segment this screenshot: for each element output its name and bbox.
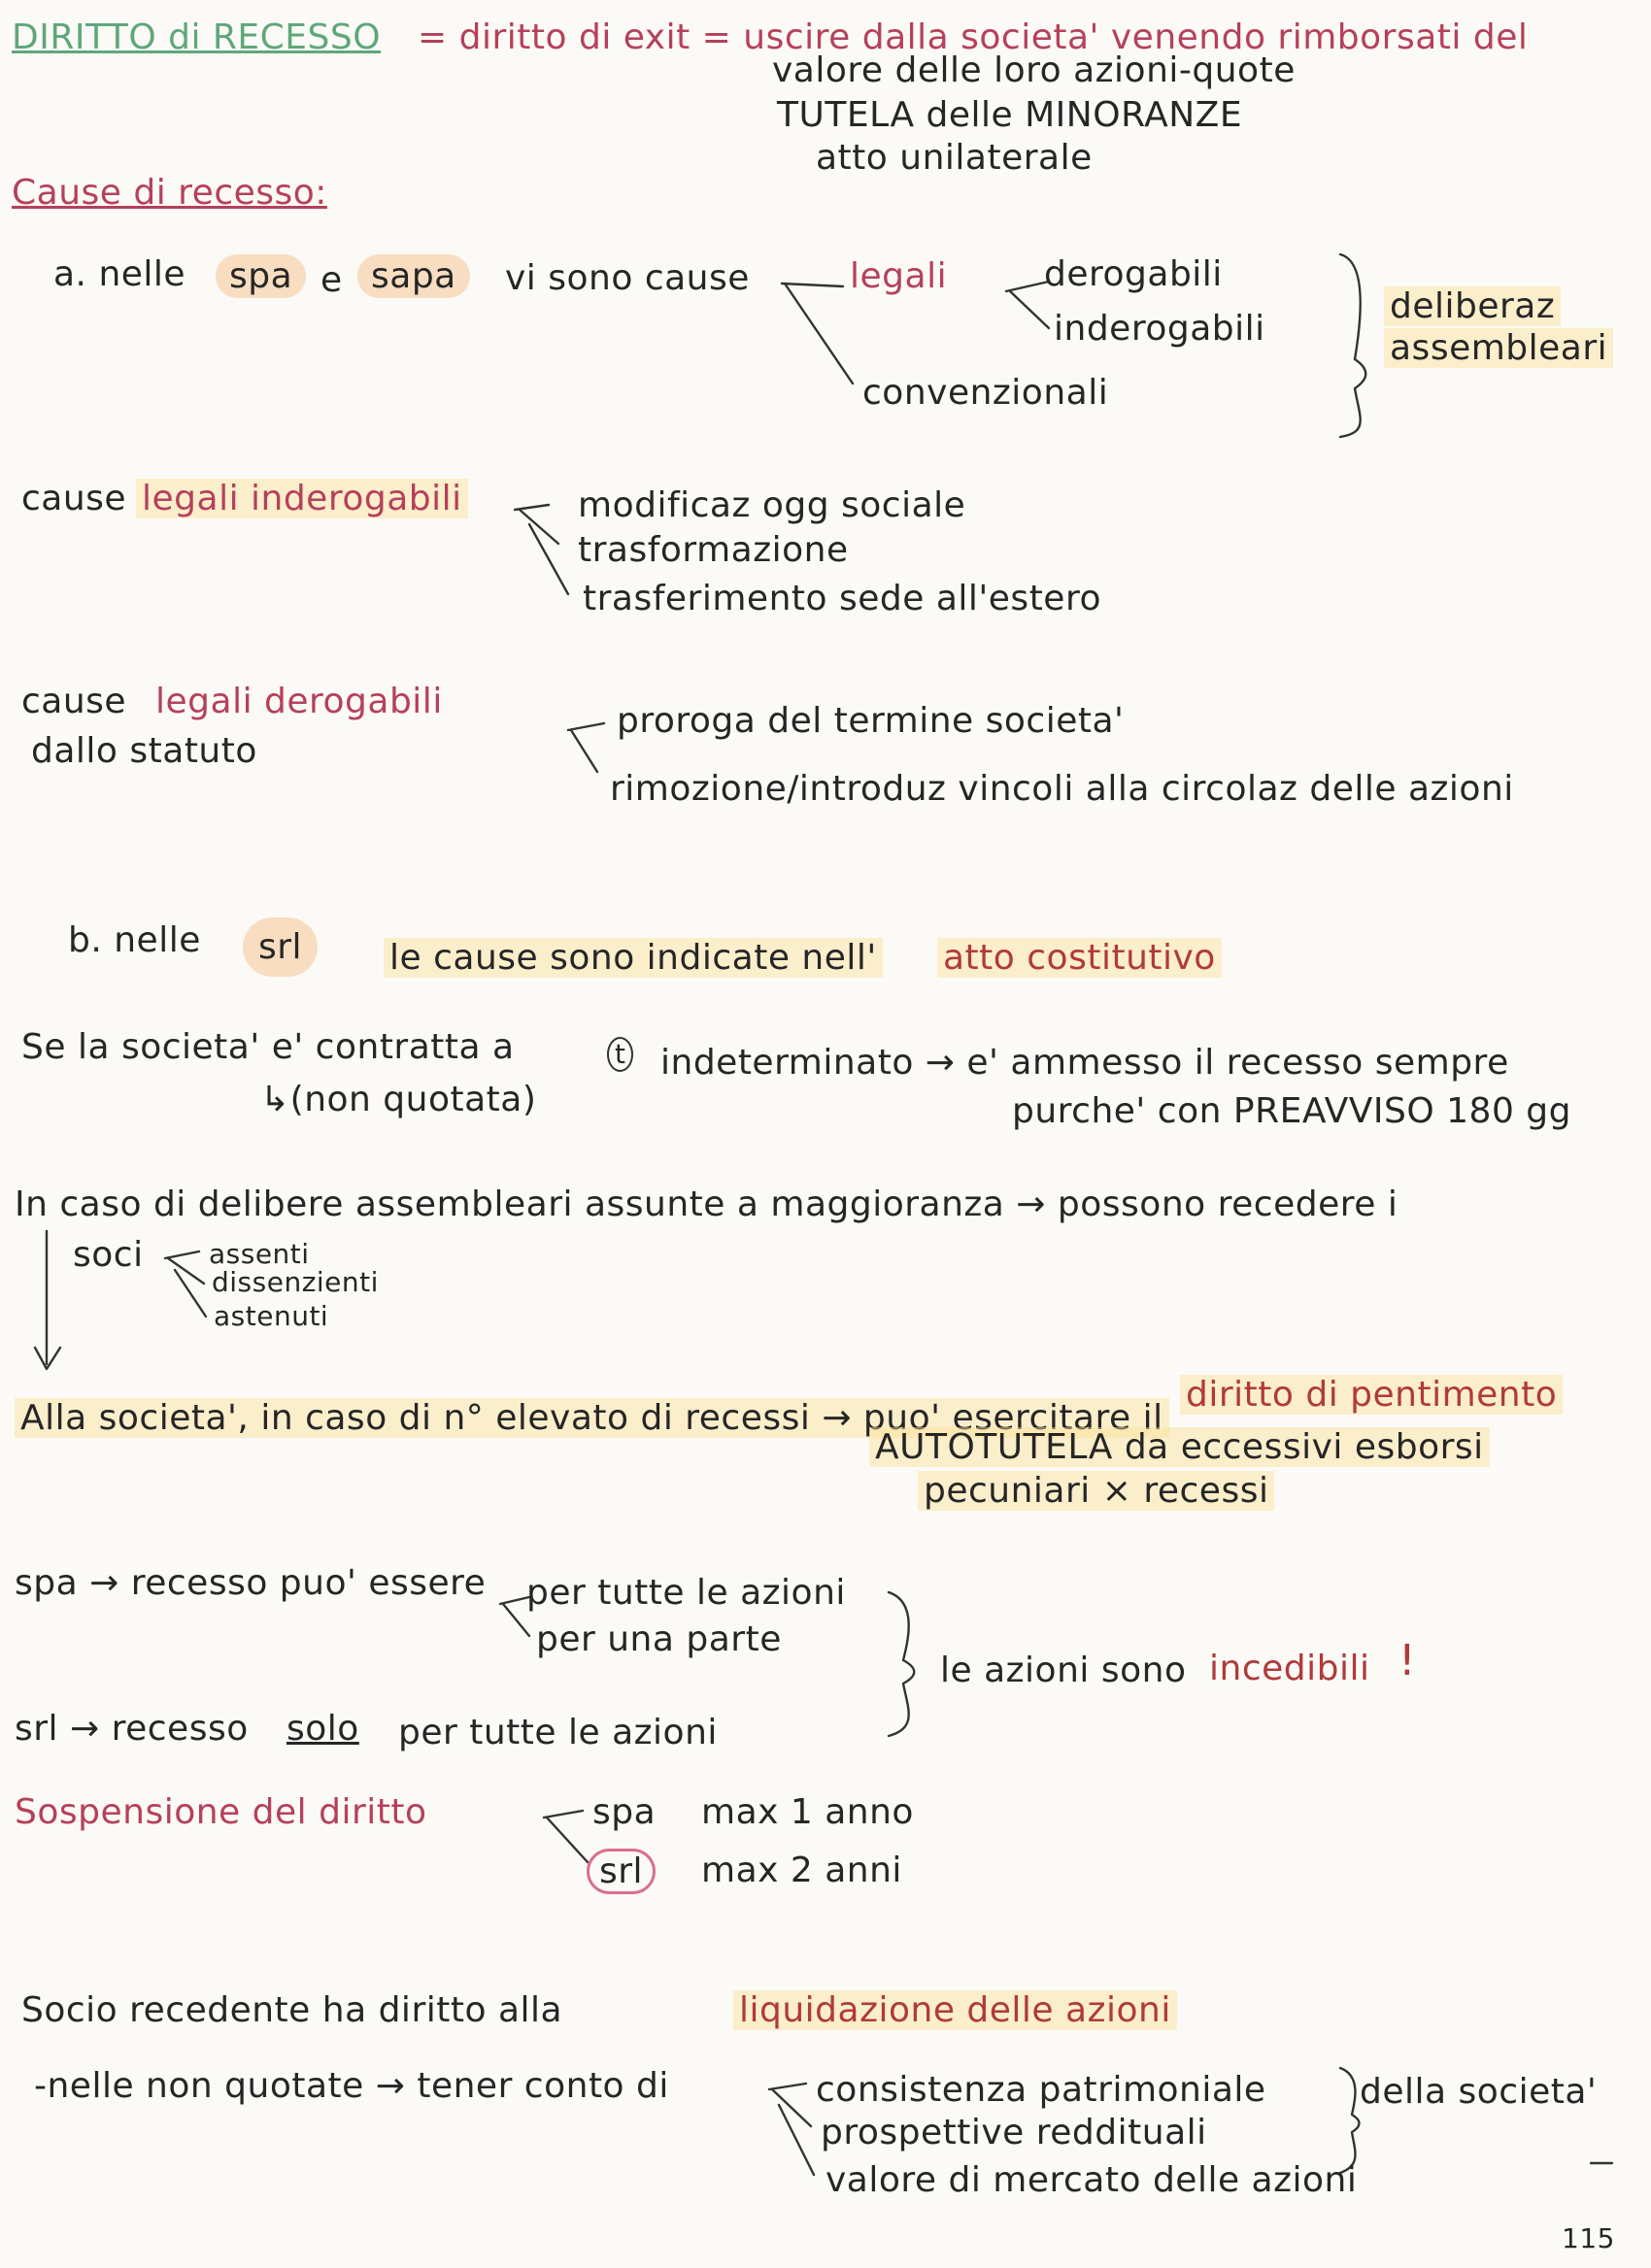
derogabili-sub: dallo statuto (31, 731, 257, 771)
section-a-text: vi sono cause (505, 258, 750, 298)
indeterminato-line1: Se la societa' e' contratta a (21, 1027, 515, 1067)
section-a-deliberaz: deliberaz (1384, 286, 1561, 326)
inderogabili-item: trasferimento sede all'estero (583, 579, 1101, 618)
section-b-text: le cause sono indicate nell' (384, 938, 883, 978)
derogabili-label: legali derogabili (155, 682, 443, 721)
section-a-inderogabili: inderogabili (1054, 309, 1265, 349)
azioni-spa-item: per tutte le azioni (526, 1573, 846, 1613)
delibere-item: assenti (209, 1238, 310, 1270)
sospensione-srl-value: max 2 anni (701, 1851, 902, 1890)
azioni-exclamation: ! (1398, 1636, 1417, 1685)
liquidazione-item: consistenza patrimoniale (816, 2070, 1266, 2110)
derogabili-cause: cause (21, 682, 127, 721)
delibere-line: In caso di delibere assembleari assunte a maggioranza → possono recedere i (15, 1184, 1398, 1224)
indeterminato-preavviso: purche' con PREAVVISO 180 gg (1012, 1091, 1572, 1131)
sospensione-spa: spa (592, 1792, 657, 1832)
cause-heading: Cause di recesso: (12, 173, 327, 213)
azioni-srl-solo: solo (286, 1709, 359, 1749)
pentimento-autotutela: AUTOTUTELA da eccessivi esborsi (869, 1427, 1490, 1467)
pentimento-diritto: diritto di pentimento (1180, 1375, 1563, 1415)
section-b-atto: atto costitutivo (937, 938, 1222, 978)
section-b-prefix: b. nelle (68, 920, 201, 960)
liquidazione-della: della societa' (1360, 2072, 1598, 2112)
liquidazione-highlight: liquidazione delle azioni (733, 1990, 1177, 2030)
indeterminato-note: ↳(non quotata) (260, 1080, 537, 1119)
section-a-sapa: sapa (357, 254, 470, 298)
inderogabili-item: modificaz ogg sociale (578, 485, 966, 525)
t-circled: t (607, 1037, 633, 1072)
delibere-item: dissenzienti (212, 1266, 379, 1298)
title-definition-line2: valore delle loro azioni-quote (772, 50, 1296, 90)
liquidazione-item: prospettive reddituali (821, 2113, 1207, 2152)
title-atto: atto unilaterale (816, 138, 1093, 178)
section-a-convenzionali: convenzionali (862, 373, 1109, 413)
section-a-e: e (320, 260, 343, 300)
title-tutela: TUTELA delle MINORANZE (777, 95, 1243, 135)
azioni-srl-post: per tutte le azioni (398, 1713, 718, 1752)
page-number: 115 (1562, 2222, 1615, 2254)
inderogabili-cause: cause (21, 479, 127, 518)
delibere-item: astenuti (214, 1300, 329, 1332)
liquidazione-pre: Socio recedente ha diritto alla (21, 1990, 563, 2030)
inderogabili-item: trasformazione (578, 530, 849, 570)
page-title: DIRITTO di RECESSO (12, 17, 382, 57)
azioni-incedibili: incedibili (1209, 1649, 1370, 1688)
delibere-soci: soci (73, 1235, 144, 1275)
section-a-legali: legali (850, 256, 948, 296)
section-a-prefix: a. nelle (53, 254, 186, 294)
azioni-srl-pre: srl → recesso (15, 1709, 249, 1749)
inderogabili-label: legali inderogabili (136, 479, 468, 518)
pentimento-pecuniari: pecuniari × recessi (918, 1471, 1274, 1511)
azioni-spa: spa → recesso puo' essere (15, 1563, 487, 1603)
section-a-spa: spa (216, 254, 306, 298)
azioni-spa-item: per una parte (536, 1619, 782, 1659)
sospensione-spa-value: max 1 anno (701, 1792, 914, 1832)
indeterminato-line1b: indeterminato → e' ammesso il recesso sempre (660, 1043, 1509, 1083)
section-a-derogabili: derogabili (1044, 254, 1223, 294)
liquidazione-line2: -nelle non quotate → tener conto di (34, 2066, 669, 2106)
section-a-assembleari: assembleari (1384, 328, 1613, 368)
pentimento-line: Alla societa', in caso di n° elevato di recessi → puo' esercitare il (15, 1398, 1169, 1438)
azioni-incedibili-pre: le azioni sono (940, 1651, 1187, 1690)
section-b-srl: srl (243, 917, 318, 977)
title-definition: = diritto di exit = uscire dalla societa' venendo rimborsati del (418, 17, 1529, 57)
liquidazione-item: valore di mercato delle azioni (826, 2160, 1358, 2200)
sospensione-label: Sospensione del diritto (15, 1792, 427, 1832)
sospensione-srl: srl (587, 1849, 656, 1894)
derogabili-item: rimozione/introduz vincoli alla circolaz delle azioni (610, 769, 1514, 809)
derogabili-item: proroga del termine societa' (617, 701, 1125, 741)
